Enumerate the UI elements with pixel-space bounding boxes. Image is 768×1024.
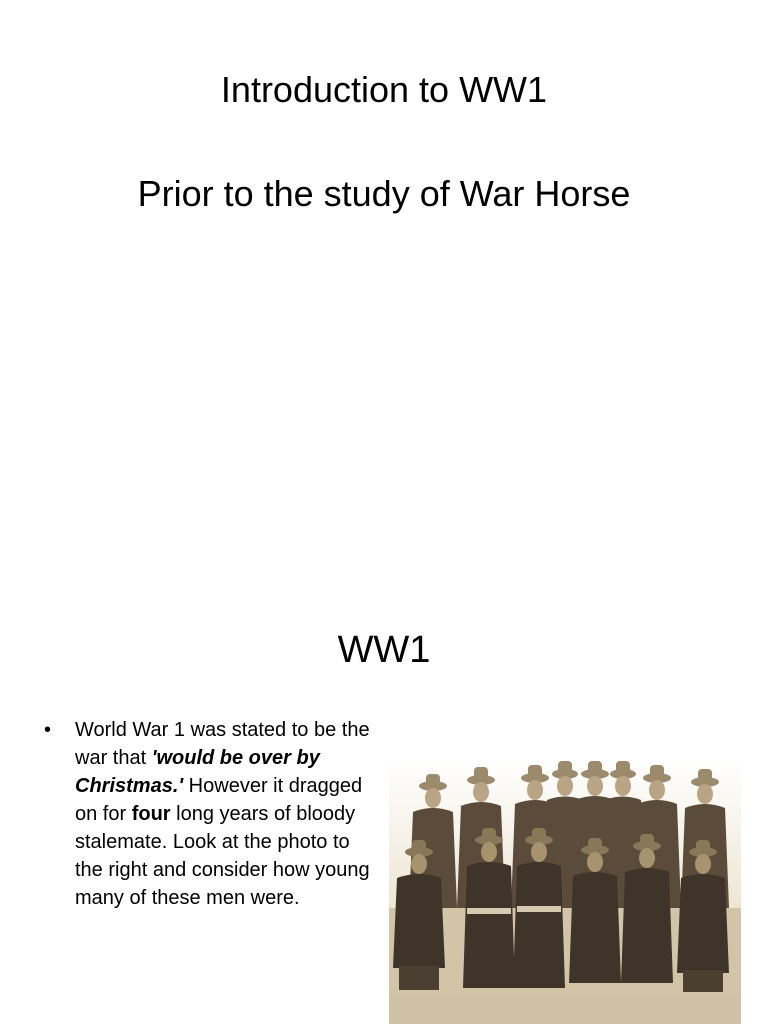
slide-title-line-1: Introduction to WW1 [220, 69, 548, 110]
bullet-text-part-2: However it dragged on for [75, 775, 363, 825]
soldiers-photo-image [389, 758, 741, 1024]
bullet-item [75, 716, 379, 912]
bullet-icon: • [44, 719, 52, 741]
soldiers-photo [389, 758, 741, 1024]
bullet-text-part-1: World War 1 was stated to be the war that [75, 719, 370, 769]
slide-ww1 [0, 590, 768, 1024]
bullet-emphasis-christmas: 'would be over by Christmas.' [75, 747, 320, 797]
bullet-emphasis-four: four [131, 803, 171, 825]
slide-ww1-heading: WW1 [337, 629, 431, 671]
bullet-text-part-3: long years of bloody stalemate. Look at the photo to the right and consider how young many of these men were. [75, 803, 370, 909]
slide-title-line-2: Prior to the study of War Horse [137, 173, 631, 214]
